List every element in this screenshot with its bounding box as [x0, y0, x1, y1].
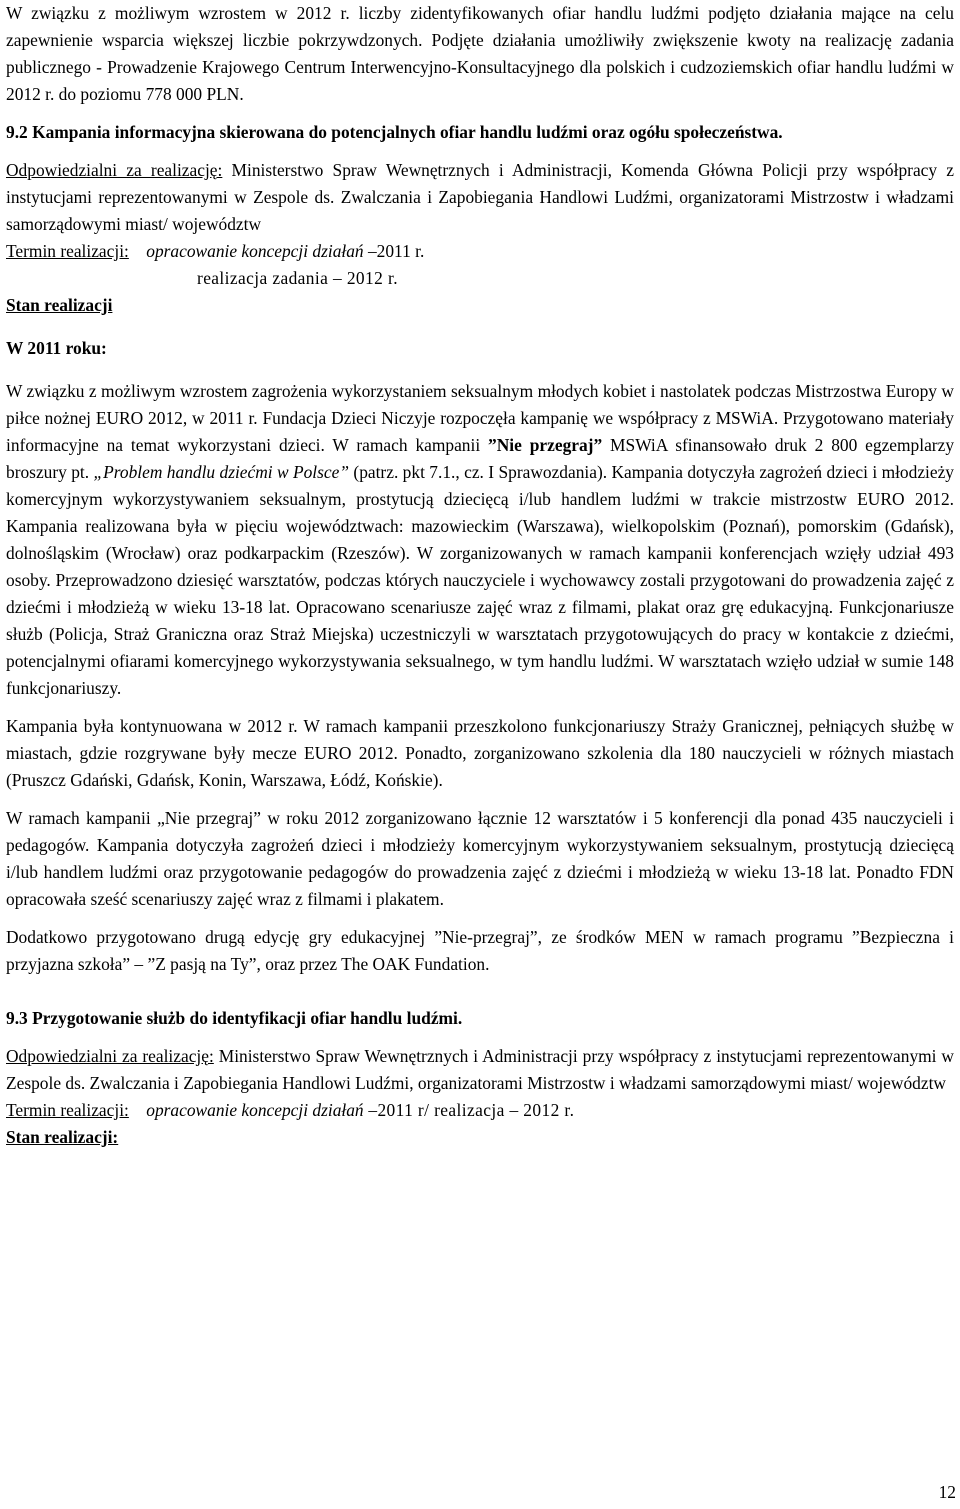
- term-rest: –2011 r/ realizacja – 2012 r.: [363, 1100, 575, 1120]
- section-9-3-status: [6, 1124, 954, 1151]
- responsible-label: Odpowiedzialni za realizację:: [6, 160, 223, 180]
- spacer: [6, 108, 954, 119]
- section-9-2-heading: 9.2 Kampania informacyjna skierowana do potencjalnych ofiar handlu ludźmi oraz ogółu społeczeństwa.: [6, 122, 783, 142]
- paragraph-text: MSWiA sfinansowało druk 2 800 egzemplarzy broszury pt.: [6, 435, 955, 482]
- section-9-2-term: [6, 238, 954, 265]
- term-concept-year: –2011 r.: [363, 241, 425, 261]
- section-9-2-term-implementation: realizacja zadania – 2012 r.: [197, 268, 398, 288]
- section-9-2-responsible: [6, 157, 954, 238]
- spacer: [6, 1032, 954, 1043]
- status-label: Stan realizacji:: [6, 1127, 119, 1147]
- section-9-3-responsible: [6, 1043, 954, 1097]
- section-9-2-paragraph-4: Dodatkowo przygotowano drugą edycję gry edukacyjnej ”Nie-przegraj”, ze środków MEN w ramach programu ”Bezpieczna i przyjazna szkoła” – ”Z pasją na Ty”, oraz przez The OAK Fundation.: [6, 927, 954, 974]
- document-page: [6, 0, 954, 1151]
- section-9-2-status: [6, 292, 954, 319]
- section-9-2-paragraph-2: Kampania była kontynuowana w 2012 r. W ramach kampanii przeszkolono funkcjonariuszy Straży Granicznej, pełniących służbę w miastach, gdzie rozgrywane były mecze EURO 2012. Ponadto, zorganizowano szkolenia dla 180 nauczycieli w różnych miastach (Pruszcz Gdański, Gdańsk, Konin, Warszawa, Łódź, Końskie).: [6, 716, 954, 790]
- responsible-text: Ministerstwo Spraw Wewnętrznych i Administracji, Komenda Główna Policji przy współpracy z instytucjami reprezentowanymi w Zespole ds. Zwalczania i Zapobiegania Handlowi Ludźmi, organizatorami Mistrzostw i władzami samorządowymi miast/ województw: [6, 160, 954, 234]
- responsible-text: Ministerstwo Spraw Wewnętrznych i Administracji przy współpracy z instytucjami reprezentowanymi w Zespole ds. Zwalczania i Zapobiegania Handlowi Ludźmi, organizatorami Mistrzostw i władzami samorządowymi miast/ województw: [6, 1046, 954, 1093]
- term-concept: opracowanie koncepcji działań: [146, 1100, 364, 1120]
- spacer: [6, 794, 954, 805]
- spacer: [6, 913, 954, 924]
- brochure-title: „Problem handlu dziećmi w Polsce”: [93, 462, 350, 482]
- year-2011-label: W 2011 roku:: [6, 338, 107, 358]
- term-concept: opracowanie koncepcji działań: [146, 241, 364, 261]
- spacer: [6, 702, 954, 713]
- paragraph-text: W związku z możliwym wzrostem zagrożenia wykorzystaniem seksualnym młodych kobiet i nastolatek podczas Mistrzostwa Europy w piłce nożnej EURO 2012, w 2011 r. Fundacja Dzieci Niczyje rozpoczęła kampanię we współpracy z MSWiA. Przygotowano materiały informacyjne na temat wykorzystani dzieci. W ramach kampanii: [6, 381, 954, 455]
- responsible-label: Odpowiedzialni za realizację:: [6, 1046, 214, 1066]
- section-9-2-paragraph-3: W ramach kampanii „Nie przegraj” w roku 2012 zorganizowano łącznie 12 warsztatów i 5 konferencji dla ponad 435 nauczycieli i pedagogów. Kampania dotyczyła zagrożeń dzieci i młodzieży komercyjnym wykorzystywaniem seksualnym, prostytucją dziecięcą i/lub handlem ludźmi oraz przygotowanie pedagogów do prowadzenia zajęć z dziećmi i młodzieżą w wieku 13-18 lat. Ponadto FDN opracowała sześć scenariuszy zajęć wraz z filmami i plakatem.: [6, 808, 954, 909]
- spacer: [6, 146, 954, 157]
- spacer: [6, 362, 954, 378]
- section-9-2-paragraph-1: [6, 378, 954, 702]
- paragraph-text: (patrz. pkt 7.1., cz. I Sprawozdania). Kampania dotyczyła zagrożeń dzieci i młodzieży komercyjnym wykorzystywaniem seksualnym, prostytucją dziecięcą i/lub handlem ludźmi w trakcie mistrzostw EURO 2012. Kampania realizowana była w pięciu województwach: mazowieckim (Warszawa), wielkopolskim (Poznań), pomorskim (Gdańsk), dolnośląskim (Wrocław) oraz podkarpackim (Rzeszów). W zorganizowanych w ramach kampanii konferencjach wzięły udział 493 osoby. Przeprowadzono dziesięć warsztatów, podczas których nauczyciele i wychowawcy zostali przygotowani do prowadzenia zajęć z dziećmi i młodzieżą w wieku 13-18 lat. Opracowano scenariusze zajęć wraz z filmami, plakat oraz grę edukacyjną. Funkcjonariusze służb (Policja, Straż Graniczna oraz Straż Miejska) uczestniczyli w warsztatach przygotowujących do pracy w kontakcie z dziećmi, potencjalnymi ofiarami komercyjnego wykorzystywania seksualnego, w tym handlu ludźmi. W warsztatach wzięło udział w sumie 148 funkcjonariuszy.: [6, 462, 954, 698]
- campaign-name: ”Nie przegraj”: [488, 435, 603, 455]
- status-label: Stan realizacji: [6, 295, 113, 315]
- intro-paragraph: W związku z możliwym wzrostem w 2012 r. liczby zidentyfikowanych ofiar handlu ludźmi podjęto działania mające na celu zapewnienie wsparcia większej liczbie pokrzywdzonych. Podjęte działania umożliwiły zwiększenie kwoty na realizację zadania publicznego - Prowadzenie Krajowego Centrum Interwencyjno-Konsultacyjnego dla polskich i cudzoziemskich ofiar handlu ludźmi w 2012 r. do poziomu 778 000 PLN.: [6, 3, 954, 104]
- term-label: Termin realizacji:: [6, 241, 129, 261]
- page-number: 12: [938, 1482, 956, 1502]
- section-9-3-term: [6, 1097, 954, 1124]
- spacer: [6, 978, 954, 1005]
- section-9-3-heading: 9.3 Przygotowanie służb do identyfikacji ofiar handlu ludźmi.: [6, 1008, 463, 1028]
- spacer: [6, 319, 954, 335]
- term-label: Termin realizacji:: [6, 1100, 129, 1120]
